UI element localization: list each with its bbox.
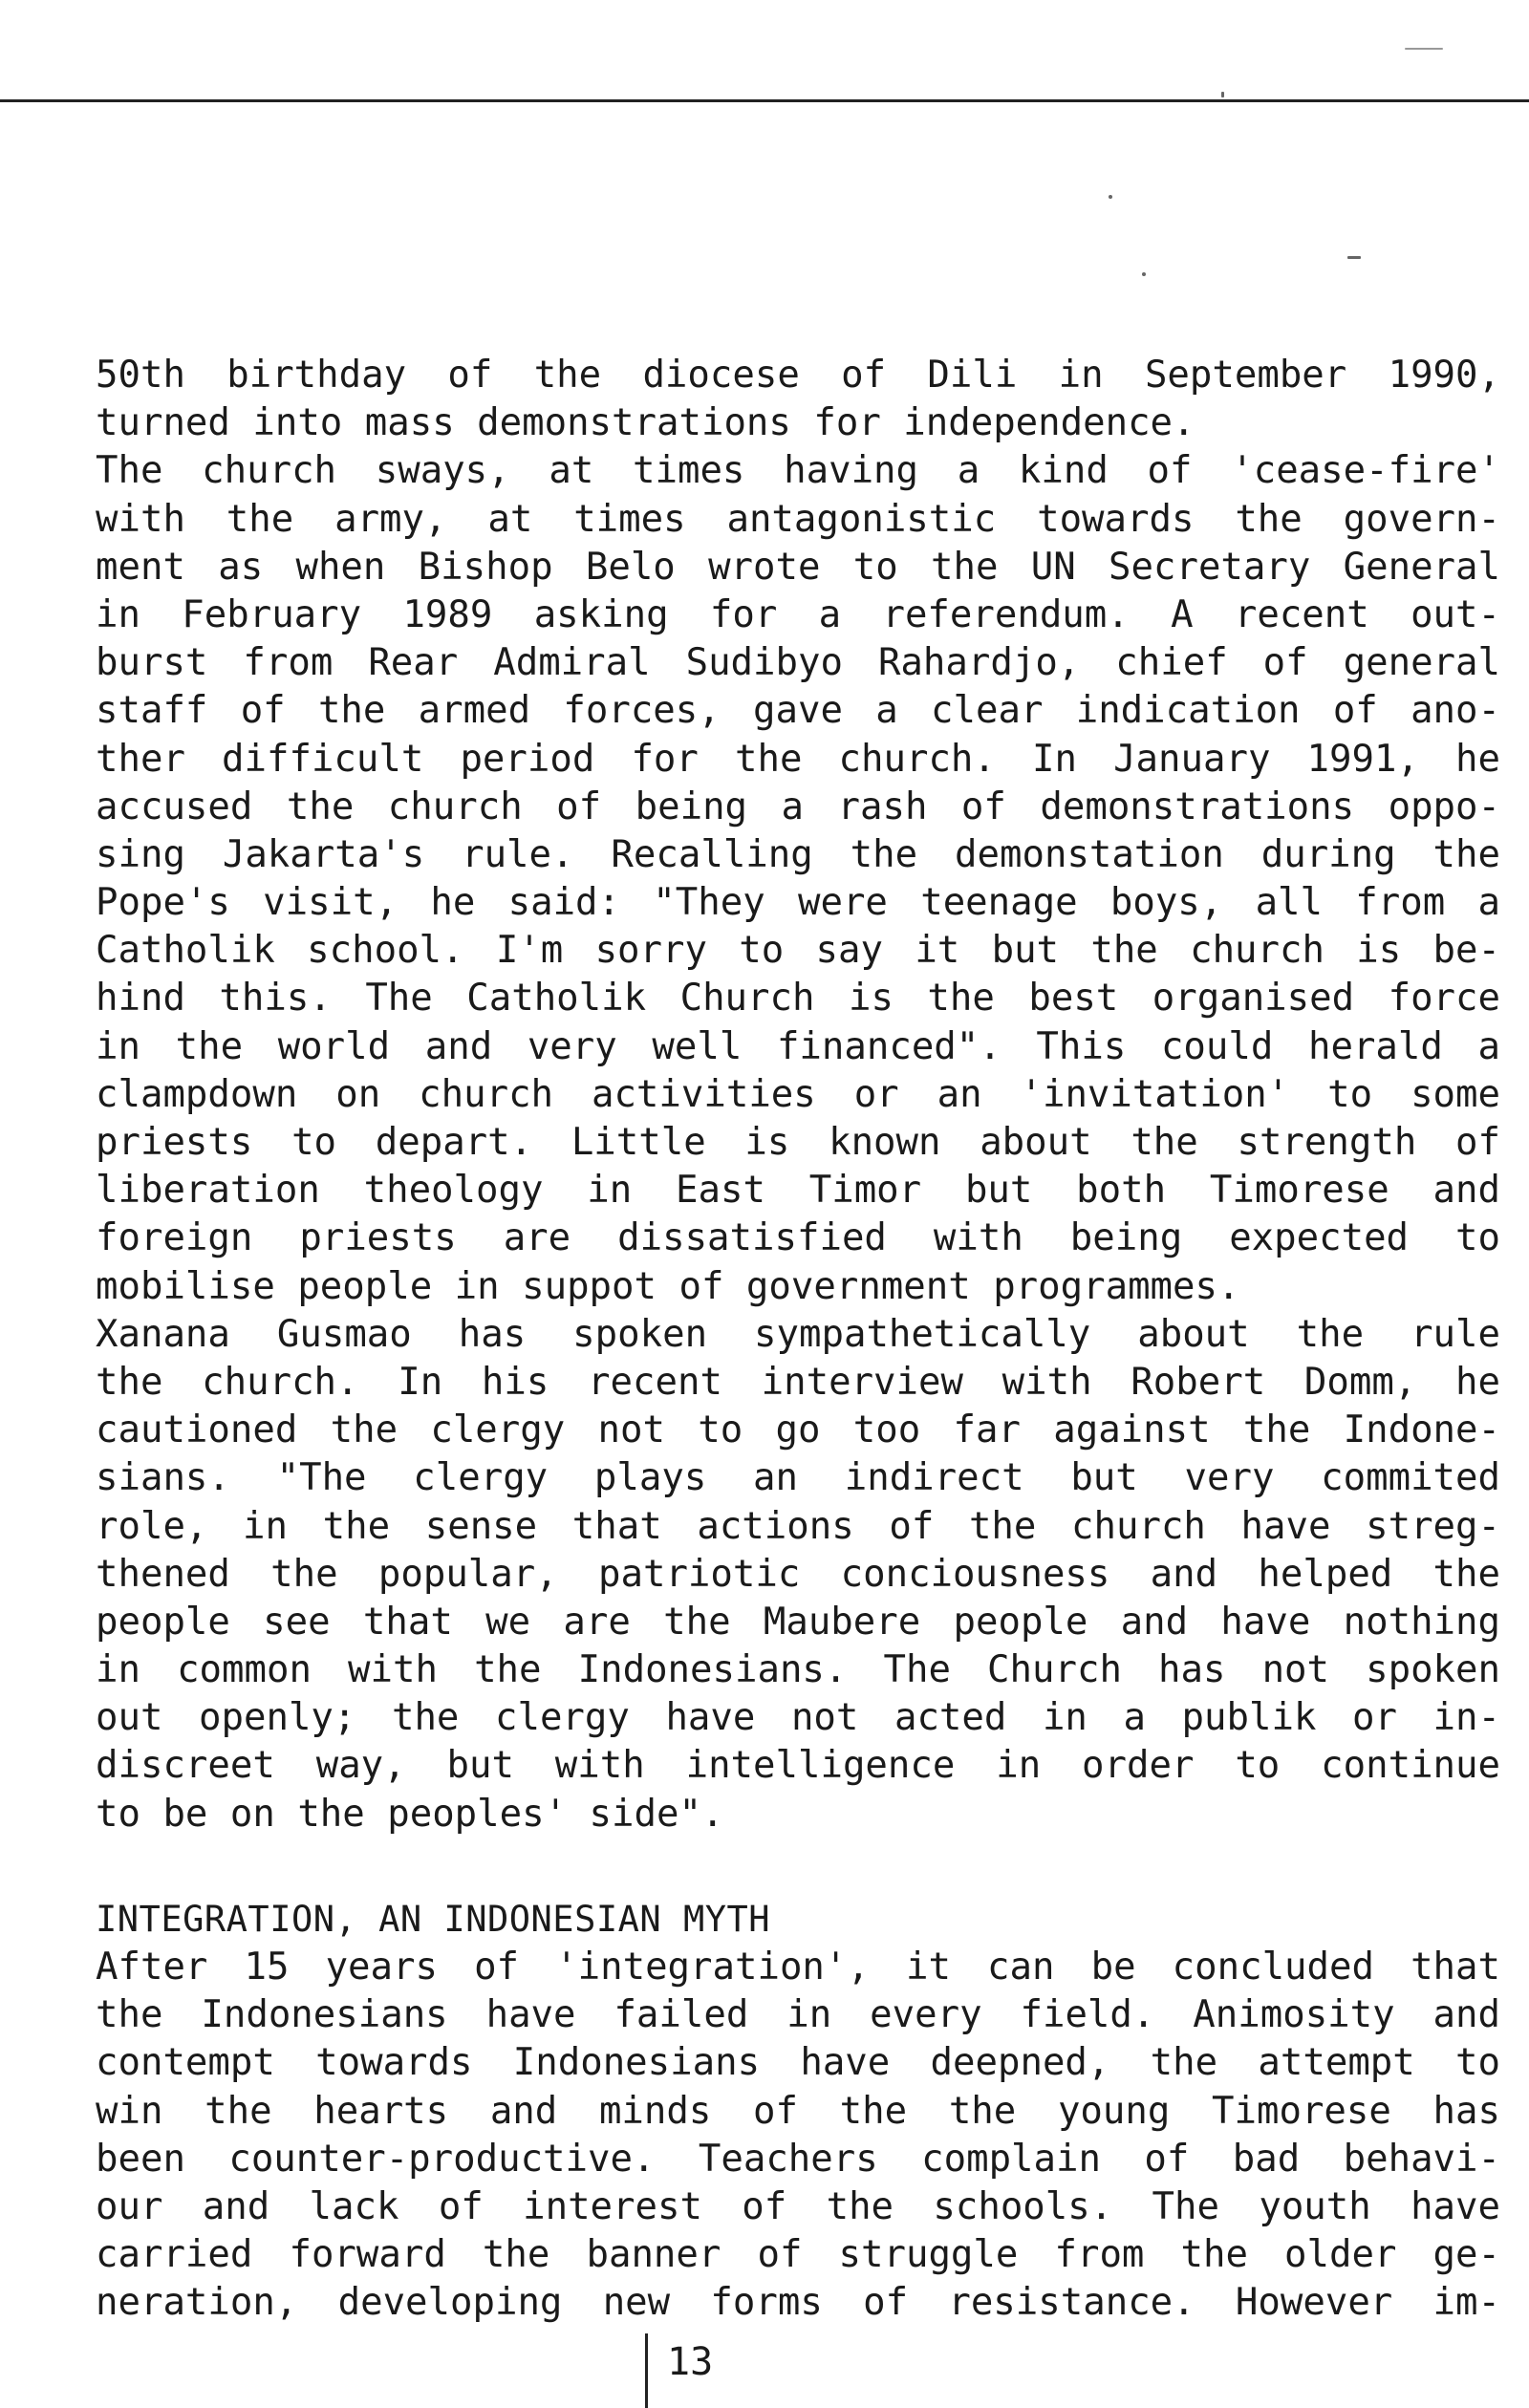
text-line: neration, developing new forms of resistance. However im- — [96, 2281, 1500, 2325]
text-line: clampdown on church activities or an 'invitation' to some — [96, 1072, 1500, 1116]
text-line: priests to depart. Little is known about the strength of — [96, 1121, 1500, 1164]
paragraph-church-p2 — [96, 447, 1500, 1310]
page-body — [96, 352, 1500, 2328]
text-line: with the army, at times antagonistic towards the govern- — [96, 497, 1500, 541]
text-line: been counter-productive. Teachers complain of bad behavi- — [96, 2137, 1500, 2181]
text-line: hind this. The Catholik Church is the best organised force — [96, 977, 1500, 1021]
paragraph-church-p1 — [96, 352, 1500, 447]
text-line: Xanana Gusmao has spoken sympathetically about the rule — [96, 1312, 1500, 1356]
text-line: burst from Rear Admiral Sudibyo Rahardjo, chief of general — [96, 641, 1500, 685]
text-line: the Indonesians have failed in every field. Animosity and — [96, 1993, 1500, 2037]
section-integration — [96, 1896, 1500, 2328]
text-line: Catholik school. I'm sorry to say it but the church is be- — [96, 929, 1500, 973]
text-line: in the world and very well financed". This could herald a — [96, 1024, 1500, 1068]
text-line: ment as when Bishop Belo wrote to the UN Secretary General — [96, 545, 1500, 589]
page-number: 13 — [645, 2333, 713, 2408]
scan-speck — [1142, 272, 1146, 276]
scan-speck — [1109, 195, 1112, 199]
text-line: mobilise people in suppot of government programmes. — [96, 1264, 1240, 1308]
text-line: The church sways, at times having a kind of 'cease-fire' — [96, 449, 1500, 493]
text-line: turned into mass demonstrations for independence. — [96, 401, 1195, 445]
text-line: out openly; the clergy have not acted in a publik or in- — [96, 1696, 1500, 1740]
text-line: liberation theology in East Timor but both Timorese and — [96, 1169, 1500, 1213]
text-line: Pope's visit, he said: "They were teenage boys, all from a — [96, 881, 1500, 925]
text-line: role, in the sense that actions of the church have streg- — [96, 1504, 1500, 1548]
text-line: thened the popular, patriotic conciousness and helped the — [96, 1552, 1500, 1596]
text-line: carried forward the banner of struggle from the older ge- — [96, 2233, 1500, 2277]
text-line: foreign priests are dissatisfied with being expected to — [96, 1216, 1500, 1260]
text-line: discreet way, but with intelligence in order to continue — [96, 1744, 1500, 1788]
section-heading: INTEGRATION, AN INDONESIAN MYTH — [96, 1898, 771, 1940]
text-line: accused the church of being a rash of demonstrations oppo- — [96, 785, 1500, 828]
text-line: contempt towards Indonesians have deepned, the attempt to — [96, 2041, 1500, 2085]
text-line: in February 1989 asking for a referendum. A recent out- — [96, 592, 1500, 636]
text-line: cautioned the clergy not to go too far against the Indone- — [96, 1408, 1500, 1452]
text-line: win the hearts and minds of the the young Timorese has — [96, 2089, 1500, 2133]
text-line: sians. "The clergy plays an indirect but very commited — [96, 1456, 1500, 1500]
section-gap — [96, 1838, 1500, 1896]
scan-speck — [1347, 256, 1361, 259]
text-line: our and lack of interest of the schools. The youth have — [96, 2184, 1500, 2228]
text-line: After 15 years of 'integration', it can be concluded that — [96, 1946, 1500, 1989]
text-line: sing Jakarta's rule. Recalling the demonstation during the — [96, 832, 1500, 876]
text-line: in common with the Indonesians. The Church has not spoken — [96, 1648, 1500, 1692]
scan-speck — [1405, 48, 1443, 50]
text-line: to be on the peoples' side". — [96, 1792, 724, 1836]
text-line: 50th birthday of the diocese of Dili in September 1990, — [96, 354, 1500, 397]
text-line: the church. In his recent interview with Robert Domm, he — [96, 1360, 1500, 1404]
text-line: people see that we are the Maubere people and have nothing — [96, 1600, 1500, 1644]
paragraph-church-p3 — [96, 1311, 1500, 1838]
scan-speck — [1221, 92, 1224, 97]
top-rule — [0, 99, 1529, 102]
text-line: ther difficult period for the church. In January 1991, he — [96, 737, 1500, 781]
text-line: staff of the armed forces, gave a clear indication of ano- — [96, 689, 1500, 733]
